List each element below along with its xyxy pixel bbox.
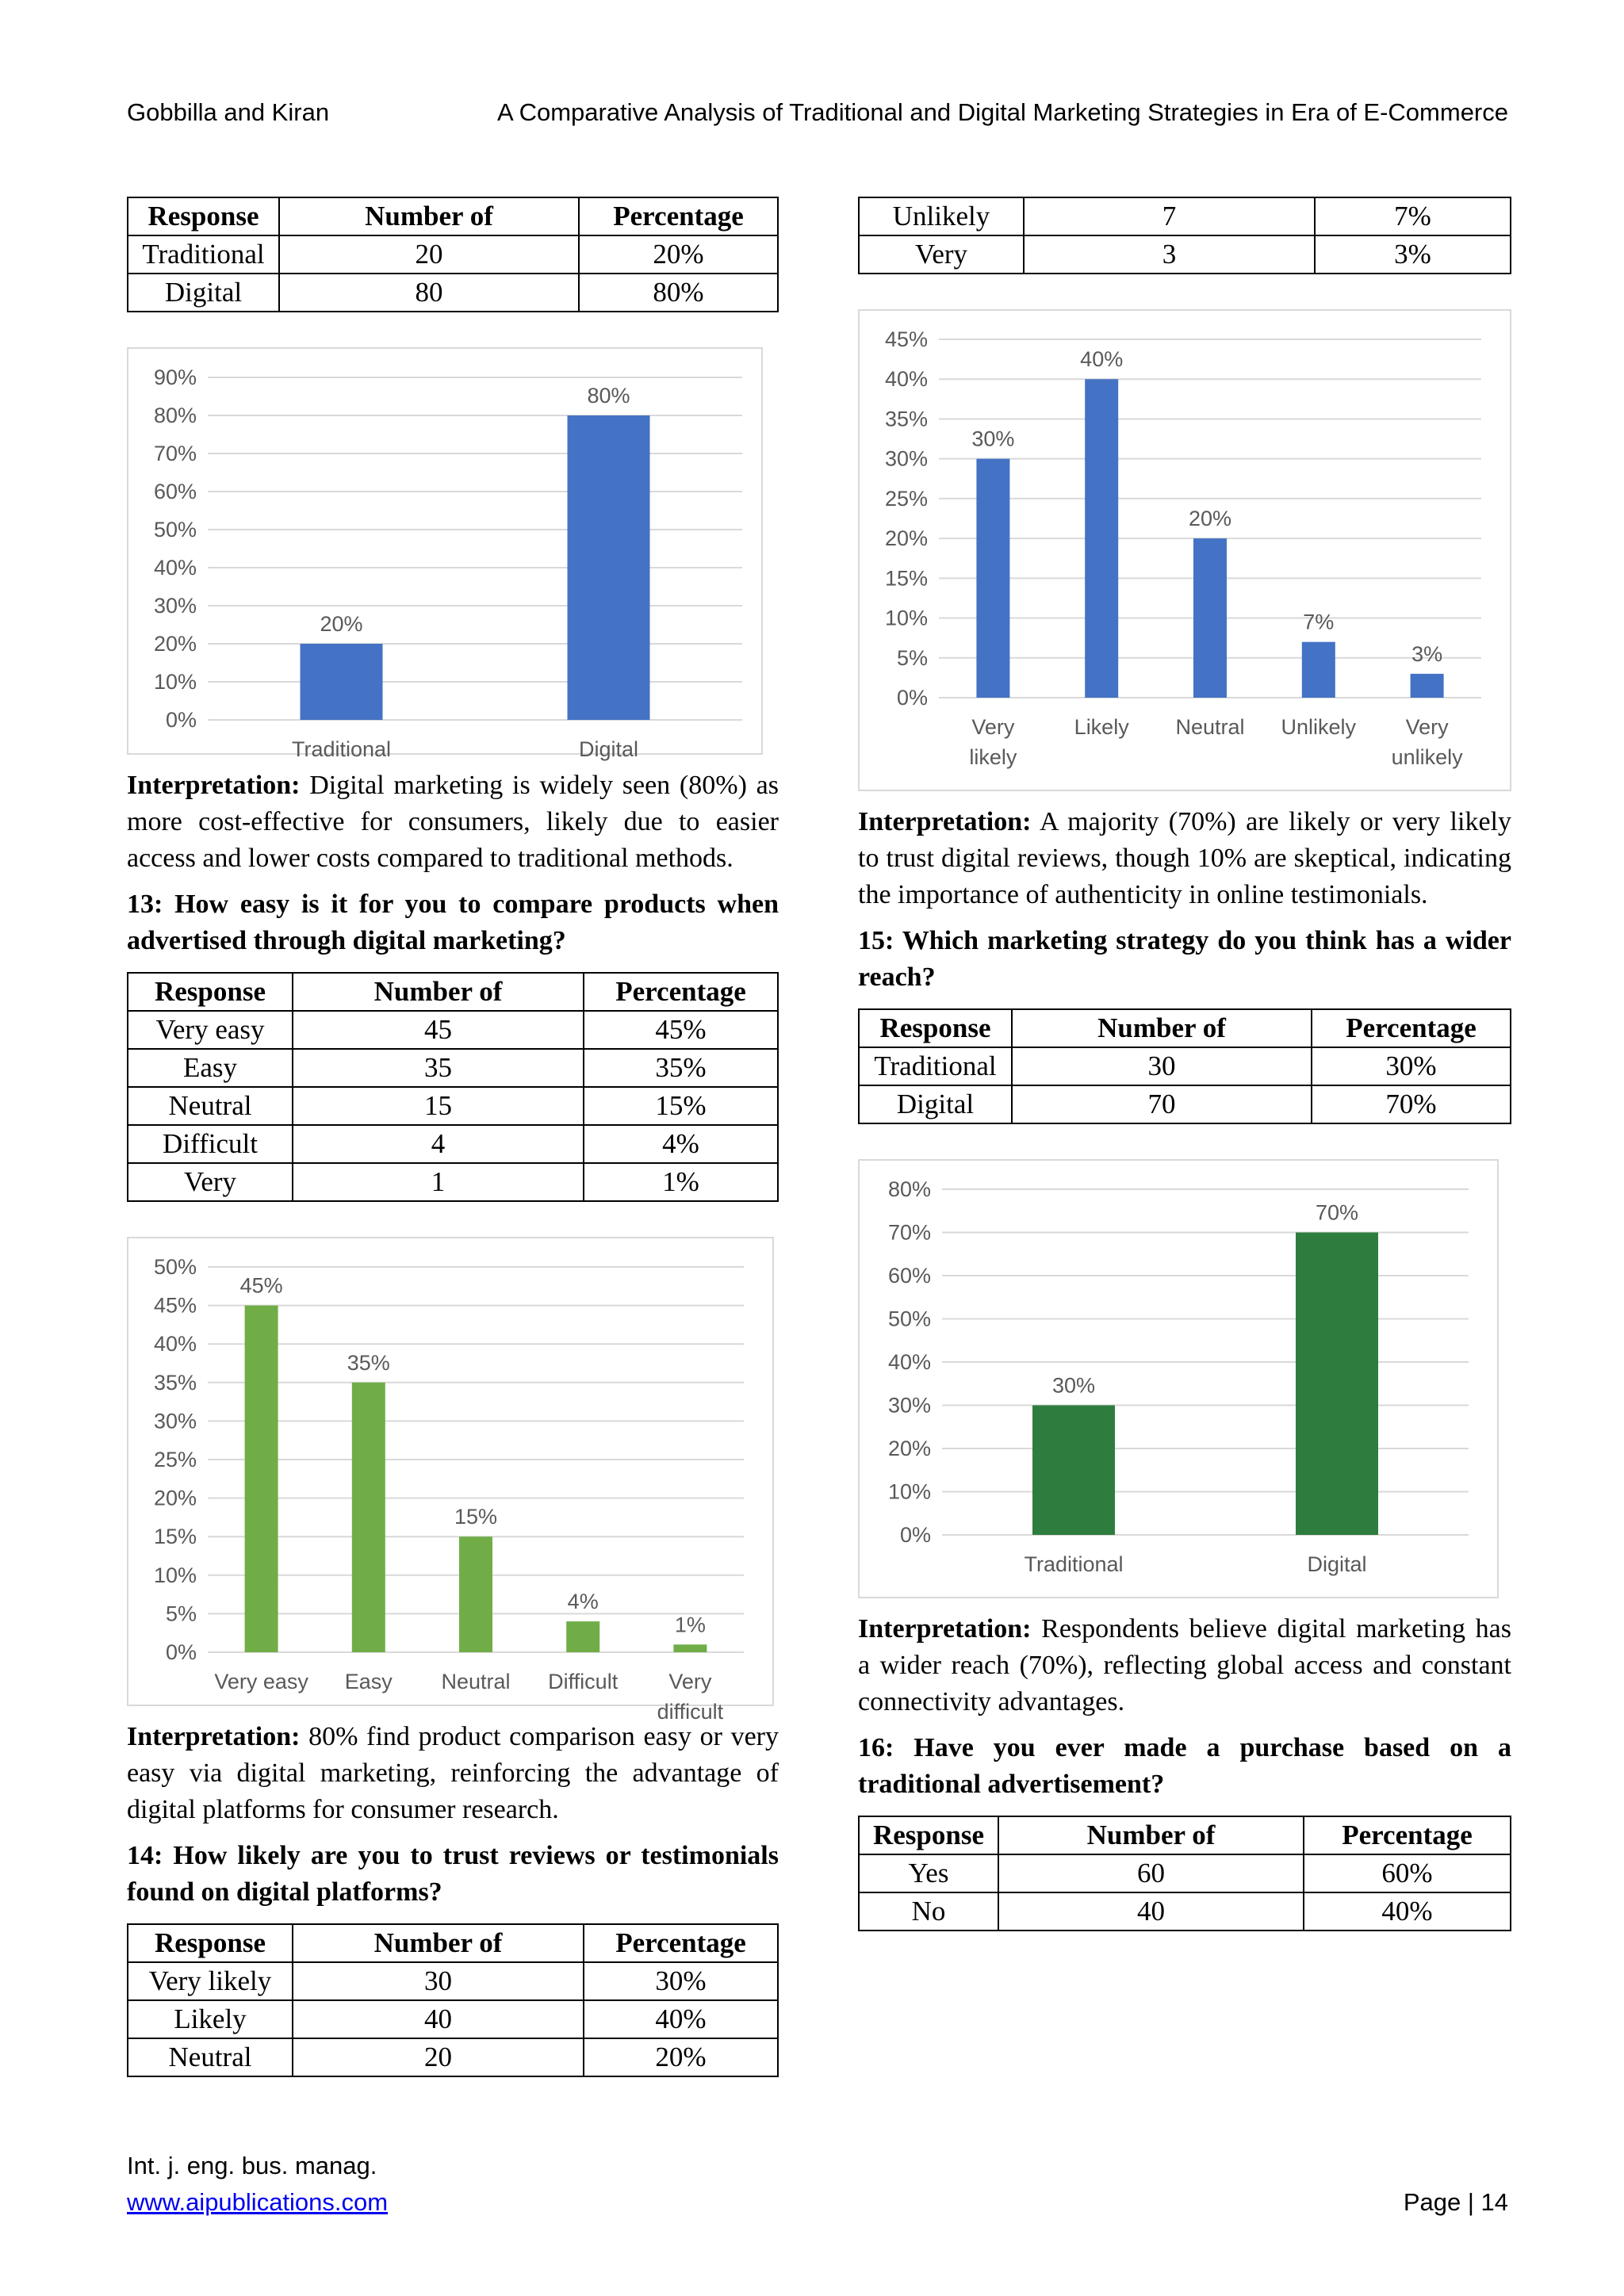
cell-percentage: 4% — [584, 1125, 778, 1163]
data-label: 80% — [587, 384, 630, 408]
right-column — [858, 197, 1511, 1931]
x-tick-label: Easy — [344, 1670, 393, 1693]
cell-response: Digital — [859, 1085, 1012, 1123]
table-row — [128, 2000, 778, 2038]
cell-number: 70 — [1012, 1085, 1312, 1123]
col-header-percentage: Percentage — [584, 973, 778, 1011]
y-tick-label: 35% — [884, 407, 928, 431]
x-tick-label: Traditional — [291, 737, 392, 761]
bar — [245, 1306, 278, 1652]
y-tick-label: 0% — [165, 1640, 197, 1664]
cell-response: No — [859, 1892, 998, 1931]
y-tick-label: 5% — [896, 645, 928, 670]
y-tick-label: 10% — [153, 1563, 197, 1587]
cell-percentage: 45% — [584, 1011, 778, 1049]
y-tick-label: 35% — [153, 1370, 197, 1395]
data-label: 40% — [1080, 347, 1124, 372]
table-header-row — [859, 1009, 1511, 1047]
x-tick-label: Likely — [1074, 715, 1129, 739]
footer-page-number: Page | 14 — [1403, 2188, 1508, 2216]
left-column — [127, 197, 779, 2077]
x-tick-label: Very easy — [214, 1670, 308, 1693]
cell-response: Yes — [859, 1854, 998, 1892]
cell-number: 60 — [998, 1854, 1304, 1892]
y-tick-label: 40% — [884, 367, 928, 392]
y-tick-label: 20% — [153, 1486, 197, 1510]
bar — [459, 1536, 492, 1652]
cell-percentage: 30% — [1312, 1047, 1511, 1085]
cell-number: 4 — [293, 1125, 584, 1163]
table-header-row — [128, 973, 778, 1011]
cell-number: 1 — [293, 1163, 584, 1201]
bar — [568, 415, 650, 720]
x-tick-label: Digital — [578, 737, 639, 761]
interpretation-text: Digital marketing is widely seen (80%) as more cost-effective for consumers, likely due to easier access and lower costs compared to traditional methods. — [127, 771, 779, 873]
table-row — [128, 1962, 778, 2000]
y-tick-label: 80% — [153, 404, 197, 427]
interpretation-q15 — [858, 1611, 1511, 1720]
table-q12 — [127, 197, 779, 312]
data-label: 20% — [1188, 507, 1232, 531]
data-label: 1% — [674, 1613, 706, 1637]
data-label: 35% — [347, 1350, 390, 1375]
cell-response: Easy — [128, 1049, 293, 1087]
data-label: 4% — [567, 1590, 599, 1614]
table-q13 — [127, 972, 779, 1202]
table-q15 — [858, 1008, 1511, 1124]
table-row — [128, 274, 778, 312]
interpretation-label: Interpretation: — [127, 771, 301, 800]
data-label: 30% — [971, 427, 1015, 451]
interpretation-q13 — [127, 1719, 779, 1828]
cell-number: 30 — [293, 1962, 584, 2000]
cell-percentage: 30% — [584, 1962, 778, 2000]
question-13: 13: How easy is it for you to compare products when advertised through digital marketing? — [127, 890, 779, 955]
cell-response: Very — [859, 235, 1024, 274]
y-tick-label: 15% — [153, 1525, 197, 1549]
cell-number: 15 — [293, 1087, 584, 1125]
cell-response: Very — [128, 1163, 293, 1201]
col-header-response: Response — [128, 973, 293, 1011]
table-row — [859, 1047, 1511, 1085]
table-q16 — [858, 1816, 1511, 1931]
cell-percentage: 1% — [584, 1163, 778, 1201]
cell-percentage: 60% — [1304, 1854, 1511, 1892]
table-row — [128, 1087, 778, 1125]
interpretation-text: Respondents believe digital marketing has a wider reach (70%), reflecting global access and constant connectivity advantages. — [858, 1614, 1511, 1716]
x-tick-label: Very — [1405, 715, 1449, 739]
col-header-percentage: Percentage — [1304, 1816, 1511, 1854]
cell-response: Difficult — [128, 1125, 293, 1163]
table-row — [128, 235, 778, 274]
cell-percentage: 3% — [1315, 235, 1511, 274]
y-tick-label: 50% — [887, 1307, 931, 1331]
table-row — [859, 197, 1511, 235]
x-tick-label: Neutral — [1175, 715, 1245, 739]
cell-response: Very likely — [128, 1962, 293, 2000]
data-label: 15% — [454, 1505, 498, 1529]
cell-response: Very easy — [128, 1011, 293, 1049]
col-header-response: Response — [128, 197, 279, 235]
y-tick-label: 70% — [887, 1220, 931, 1245]
cell-response: Digital — [128, 274, 279, 312]
cell-number: 45 — [293, 1011, 584, 1049]
y-tick-label: 10% — [153, 670, 197, 694]
data-label: 30% — [1051, 1373, 1096, 1398]
cell-percentage: 70% — [1312, 1085, 1511, 1123]
y-tick-label: 20% — [887, 1437, 931, 1460]
table-q14-part2 — [858, 197, 1511, 274]
bar — [1193, 538, 1227, 698]
y-tick-label: 60% — [887, 1264, 931, 1288]
y-tick-label: 30% — [153, 1409, 197, 1433]
y-tick-label: 90% — [153, 365, 197, 389]
bar — [1085, 379, 1118, 698]
x-tick-label: Very — [668, 1670, 712, 1693]
interpretation-q12 — [127, 767, 779, 877]
y-tick-label: 10% — [884, 606, 928, 630]
chart-q15-container — [858, 1159, 1499, 1598]
col-header-number: Number of — [293, 973, 584, 1011]
bar — [1032, 1406, 1115, 1536]
y-tick-label: 20% — [153, 632, 197, 656]
chart-q14 — [860, 311, 1510, 790]
y-tick-label: 0% — [899, 1523, 931, 1547]
table-row — [128, 1163, 778, 1201]
y-tick-label: 25% — [884, 486, 928, 511]
y-tick-label: 20% — [884, 526, 928, 551]
x-tick-label: unlikely — [1391, 745, 1463, 769]
table-row — [859, 1854, 1511, 1892]
interpretation-text: 80% find product comparison easy or very easy via digital marketing, reinforcing the advantage of digital platforms for consumer research. — [127, 1722, 779, 1824]
x-tick-label: Very — [971, 715, 1015, 739]
table-row — [859, 1085, 1511, 1123]
cell-number: 7 — [1024, 197, 1315, 235]
cell-number: 35 — [293, 1049, 584, 1087]
y-tick-label: 60% — [153, 480, 197, 503]
cell-percentage: 80% — [579, 274, 778, 312]
bar — [1411, 674, 1444, 698]
cell-number: 3 — [1024, 235, 1315, 274]
data-label: 7% — [1303, 610, 1335, 634]
y-tick-label: 45% — [884, 327, 928, 351]
y-tick-label: 10% — [887, 1479, 931, 1504]
y-tick-label: 15% — [884, 566, 928, 591]
question-15: 15: Which marketing strategy do you think has a wider reach? — [858, 926, 1511, 992]
cell-number: 20 — [279, 235, 579, 274]
col-header-response: Response — [128, 1924, 293, 1962]
cell-percentage: 7% — [1315, 197, 1511, 235]
table-header-row — [128, 1924, 778, 1962]
x-tick-label: Difficult — [548, 1670, 619, 1693]
chart-q15 — [860, 1161, 1497, 1597]
running-header-authors: Gobbilla and Kiran — [127, 98, 330, 126]
table-q14-part1 — [127, 1923, 779, 2077]
footer-url-link[interactable]: www.aipublications.com — [127, 2188, 389, 2216]
x-tick-label: Neutral — [441, 1670, 511, 1693]
col-header-percentage: Percentage — [584, 1924, 778, 1962]
col-header-response: Response — [859, 1009, 1012, 1047]
cell-response: Neutral — [128, 2038, 293, 2076]
y-tick-label: 40% — [153, 556, 197, 580]
y-tick-label: 50% — [153, 518, 197, 541]
data-label: 20% — [320, 612, 363, 636]
bar — [352, 1383, 385, 1652]
y-tick-label: 25% — [153, 1448, 197, 1471]
x-tick-label: Traditional — [1024, 1552, 1124, 1576]
y-tick-label: 5% — [165, 1601, 197, 1626]
table-header-row — [128, 197, 778, 235]
footer-journal: Int. j. eng. bus. manag. — [127, 2152, 377, 2179]
interpretation-label: Interpretation: — [858, 1614, 1032, 1644]
table-header-row — [859, 1816, 1511, 1854]
x-tick-label: Digital — [1307, 1552, 1367, 1576]
col-header-number: Number of — [998, 1816, 1304, 1854]
y-tick-label: 0% — [896, 686, 928, 710]
chart-q13 — [128, 1238, 772, 1724]
cell-percentage: 40% — [1304, 1892, 1511, 1931]
cell-percentage: 40% — [584, 2000, 778, 2038]
data-label: 45% — [239, 1273, 283, 1298]
col-header-number: Number of — [279, 197, 579, 235]
data-label: 3% — [1411, 641, 1443, 666]
chart-q12 — [128, 349, 761, 761]
cell-response: Unlikely — [859, 197, 1024, 235]
y-tick-label: 40% — [153, 1332, 197, 1357]
cell-response: Traditional — [128, 235, 279, 274]
question-16: 16: Have you ever made a purchase based on a traditional advertisement? — [858, 1733, 1511, 1799]
col-header-number: Number of — [1012, 1009, 1312, 1047]
table-row — [128, 1011, 778, 1049]
chart-q13-container — [127, 1237, 774, 1724]
y-tick-label: 30% — [884, 446, 928, 471]
interpretation-label: Interpretation: — [127, 1722, 301, 1751]
question-14: 14: How likely are you to trust reviews or testimonials found on digital platforms? — [127, 1841, 779, 1907]
interpretation-q14 — [858, 804, 1511, 913]
cell-number: 30 — [1012, 1047, 1312, 1085]
cell-number: 40 — [998, 1892, 1304, 1931]
y-tick-label: 50% — [153, 1255, 197, 1279]
table-row — [128, 1049, 778, 1087]
chart-q12-container — [127, 347, 763, 761]
table-row — [859, 1892, 1511, 1931]
data-label: 70% — [1315, 1200, 1359, 1225]
cell-number: 20 — [293, 2038, 584, 2076]
cell-number: 40 — [293, 2000, 584, 2038]
cell-response: Traditional — [859, 1047, 1012, 1085]
x-tick-label: likely — [969, 745, 1017, 769]
cell-percentage: 15% — [584, 1087, 778, 1125]
bar — [301, 644, 383, 720]
col-header-response: Response — [859, 1816, 998, 1854]
x-tick-label: difficult — [657, 1700, 724, 1724]
bar — [1302, 642, 1335, 698]
y-tick-label: 70% — [153, 442, 197, 465]
bar — [1296, 1233, 1378, 1536]
bar — [566, 1621, 599, 1652]
interpretation-label: Interpretation: — [858, 807, 1032, 836]
col-header-percentage: Percentage — [1312, 1009, 1511, 1047]
y-tick-label: 40% — [887, 1350, 931, 1374]
x-tick-label: Unlikely — [1281, 715, 1357, 739]
cell-response: Neutral — [128, 1087, 293, 1125]
col-header-number: Number of — [293, 1924, 584, 1962]
cell-percentage: 20% — [579, 235, 778, 274]
cell-percentage: 35% — [584, 1049, 778, 1087]
cell-percentage: 20% — [584, 2038, 778, 2076]
running-header-title: A Comparative Analysis of Traditional and Digital Marketing Strategies in Era of E-Commerce — [496, 98, 1508, 126]
y-tick-label: 30% — [887, 1393, 931, 1418]
chart-q14-container — [858, 309, 1511, 791]
interpretation-text: A majority (70%) are likely or very likely to trust digital reviews, though 10% are skeptical, indicating the importance of authenticity in online testimonials. — [858, 807, 1511, 909]
bar — [976, 459, 1009, 698]
y-tick-label: 0% — [165, 708, 197, 732]
table-row — [128, 1125, 778, 1163]
bar — [673, 1644, 707, 1652]
y-tick-label: 45% — [153, 1293, 197, 1318]
y-tick-label: 80% — [887, 1177, 931, 1201]
col-header-percentage: Percentage — [579, 197, 778, 235]
table-row — [128, 2038, 778, 2076]
cell-number: 80 — [279, 274, 579, 312]
y-tick-label: 30% — [153, 594, 197, 618]
table-row — [859, 235, 1511, 274]
cell-response: Likely — [128, 2000, 293, 2038]
